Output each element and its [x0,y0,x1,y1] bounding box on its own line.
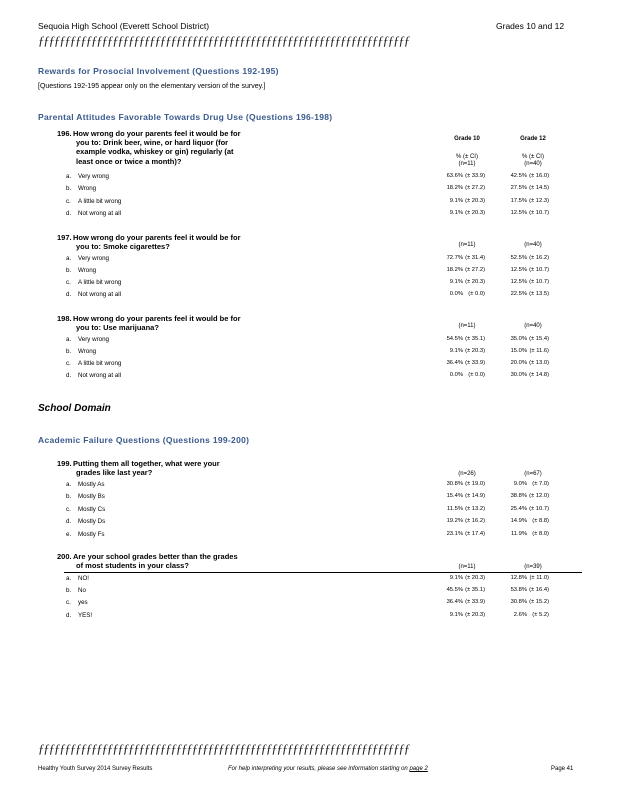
result-grade12: 53.8% (± 16.4) [510,587,549,593]
result-grade12: 27.5% (± 14.5) [510,185,549,191]
grades-label: Grades 10 and 12 [496,21,565,31]
sample-size-grade12: (n=40) [524,161,542,167]
column-header-grade10: Grade 10 [454,136,480,142]
question-text-line: How wrong do your parents feel it would be for [73,129,241,138]
question-196 [57,129,241,166]
result-grade10: 18.2% (± 27.2) [446,267,485,273]
result-grade12: 25.4% (± 10.7) [510,506,549,512]
question-text-line: you to: Smoke cigarettes? [76,242,170,252]
column-subheader-grade10: % (± CI) [456,154,478,160]
rewards-note: [Questions 192-195 appear only on the elementary version of the survey.] [38,83,266,90]
answer-option: a. Very wrong [66,255,109,262]
result-grade10: 9.1% (± 20.3) [449,210,485,216]
result-grade10: 0.0% (± 0.0) [449,372,485,378]
question-text-line: grades like last year? [76,468,153,478]
answer-option: b. Wrong [66,185,97,192]
question-text-line: example vodka, whiskey or gin) regularly (at [76,147,234,157]
footer-page-link[interactable]: page 2 [409,766,428,772]
result-grade10: 36.4% (± 33.9) [446,360,485,366]
answer-option: b. No [66,587,86,594]
result-grade12: 20.0% (± 13.0) [510,360,549,366]
result-grade12: 15.0% (± 11.6) [510,348,549,354]
question-text-line: least once or twice a month)? [76,156,182,166]
result-grade10: 11.5% (± 13.2) [446,506,485,512]
result-grade10: 9.1% (± 20.3) [449,612,485,618]
answer-option: b. Mostly Bs [66,493,105,500]
question-199 [57,459,220,477]
question-number: 200. [57,552,72,561]
divider-line [64,572,582,573]
footer-survey-name: Healthy Youth Survey 2014 Survey Results [38,766,153,772]
section-title-academic: Academic Failure Questions (Questions 199-200) [38,435,250,445]
answer-option: a. Mostly As [66,481,105,488]
answer-option: c. A little bit wrong [66,198,122,205]
result-grade10: 15.4% (± 14.9) [446,493,485,499]
result-grade10: 45.5% (± 35.1) [446,587,485,593]
result-grade12: 35.0% (± 15.4) [510,336,549,342]
result-grade10: 18.2% (± 27.2) [446,185,485,191]
question-text-line: you to: Drink beer, wine, or hard liquor (for [76,138,229,148]
question-number: 197. [57,233,72,242]
answer-option: d. Not wrong at all [66,372,121,379]
section-title-rewards: Rewards for Prosocial Involvement (Questions 192-195) [38,66,279,76]
result-grade10: 63.6% (± 33.9) [446,173,485,179]
sample-size-grade10: (n=11) [458,323,476,329]
answer-option: c. A little bit wrong [66,360,122,367]
footer-help-label: For help interpreting your results, please see information starting on [228,766,408,772]
result-grade12: 12.5% (± 10.7) [510,267,549,273]
question-200 [57,552,238,570]
domain-title-school: School Domain [38,403,111,414]
sample-size-grade10: (n=11) [458,242,476,248]
answer-option: d. YES! [66,612,93,619]
footer-page-number: Page 41 [551,766,574,772]
answer-option: b. Wrong [66,267,97,274]
question-number: 196. [57,129,72,138]
result-grade12: 9.0% (± 7.0) [513,481,549,487]
question-text-line: you to: Use marijuana? [76,323,159,333]
answer-option: d. Mostly Ds [66,518,106,525]
question-number: 198. [57,314,72,323]
sample-size-grade12: (n=39) [524,564,542,570]
sample-size-grade12: (n=67) [524,471,542,477]
result-grade12: 17.5% (± 12.3) [510,198,549,204]
question-text-line: Putting them all together, what were your [73,459,220,468]
question-text-line: How wrong do your parents feel it would be for [73,314,241,323]
result-grade12: 30.0% (± 14.8) [510,372,549,378]
result-grade10: 30.8% (± 19.0) [446,481,485,487]
decorative-rule-bottom: ƒƒƒƒƒƒƒƒƒƒƒƒƒƒƒƒƒƒƒƒƒƒƒƒƒƒƒƒƒƒƒƒƒƒƒƒƒƒƒƒƒƒƒƒƒƒƒƒƒƒƒƒƒƒƒƒƒƒƒƒƒƒƒƒƒƒƒƒƒƒ [38,741,410,756]
result-grade10: 9.1% (± 20.3) [449,348,485,354]
question-text-line: of most students in your class? [76,561,189,571]
result-grade12: 2.6% (± 5.2) [513,612,549,618]
answer-option: d. Not wrong at all [66,210,121,217]
result-grade12: 12.5% (± 10.7) [510,210,549,216]
question-text-line: Are your school grades better than the grades [73,552,238,561]
result-grade12: 11.9% (± 8.0) [510,531,549,537]
sample-size-grade10: (n=11) [458,564,476,570]
answer-option: c. yes [66,599,88,606]
result-grade12: 12.8% (± 11.0) [510,575,549,581]
result-grade10: 9.1% (± 20.3) [449,575,485,581]
sample-size-grade10: (n=11) [458,161,476,167]
result-grade10: 36.4% (± 33.9) [446,599,485,605]
result-grade10: 72.7% (± 31.4) [446,255,485,261]
answer-option: c. A little bit wrong [66,279,122,286]
answer-option: d. Not wrong at all [66,291,121,298]
result-grade12: 42.5% (± 16.0) [510,173,549,179]
result-grade12: 22.5% (± 13.5) [510,291,549,297]
sample-size-grade10: (n=26) [458,471,476,477]
section-title-parental: Parental Attitudes Favorable Towards Drug Use (Questions 196-198) [38,112,333,122]
question-198 [57,314,241,332]
answer-option: a. Very wrong [66,336,109,343]
result-grade12: 52.5% (± 16.2) [510,255,549,261]
result-grade10: 54.5% (± 35.1) [446,336,485,342]
question-number: 199. [57,459,72,468]
sample-size-grade12: (n=40) [524,323,542,329]
result-grade10: 0.0% (± 0.0) [449,291,485,297]
result-grade10: 23.1% (± 17.4) [446,531,485,537]
column-subheader-grade12: % (± CI) [522,154,544,160]
result-grade10: 9.1% (± 20.3) [449,198,485,204]
result-grade12: 38.8% (± 12.0) [510,493,549,499]
answer-option: b. Wrong [66,348,97,355]
answer-option: a. Very wrong [66,173,109,180]
question-text-line: How wrong do your parents feel it would be for [73,233,241,242]
school-name: Sequoia High School (Everett School District) [38,21,210,31]
answer-option: e. Mostly Fs [66,531,105,538]
result-grade12: 14.9% (± 8.8) [510,518,549,524]
answer-option: a. NO! [66,575,90,582]
result-grade12: 12.5% (± 10.7) [510,279,549,285]
decorative-rule-top: ƒƒƒƒƒƒƒƒƒƒƒƒƒƒƒƒƒƒƒƒƒƒƒƒƒƒƒƒƒƒƒƒƒƒƒƒƒƒƒƒƒƒƒƒƒƒƒƒƒƒƒƒƒƒƒƒƒƒƒƒƒƒƒƒƒƒƒƒƒƒ [38,33,410,48]
result-grade12: 30.8% (± 15.2) [510,599,549,605]
answer-option: c. Mostly Cs [66,506,106,513]
question-197 [57,233,241,251]
result-grade10: 9.1% (± 20.3) [449,279,485,285]
sample-size-grade12: (n=40) [524,242,542,248]
column-header-grade12: Grade 12 [520,136,546,142]
footer-help-text [228,766,428,772]
result-grade10: 19.2% (± 16.2) [446,518,485,524]
